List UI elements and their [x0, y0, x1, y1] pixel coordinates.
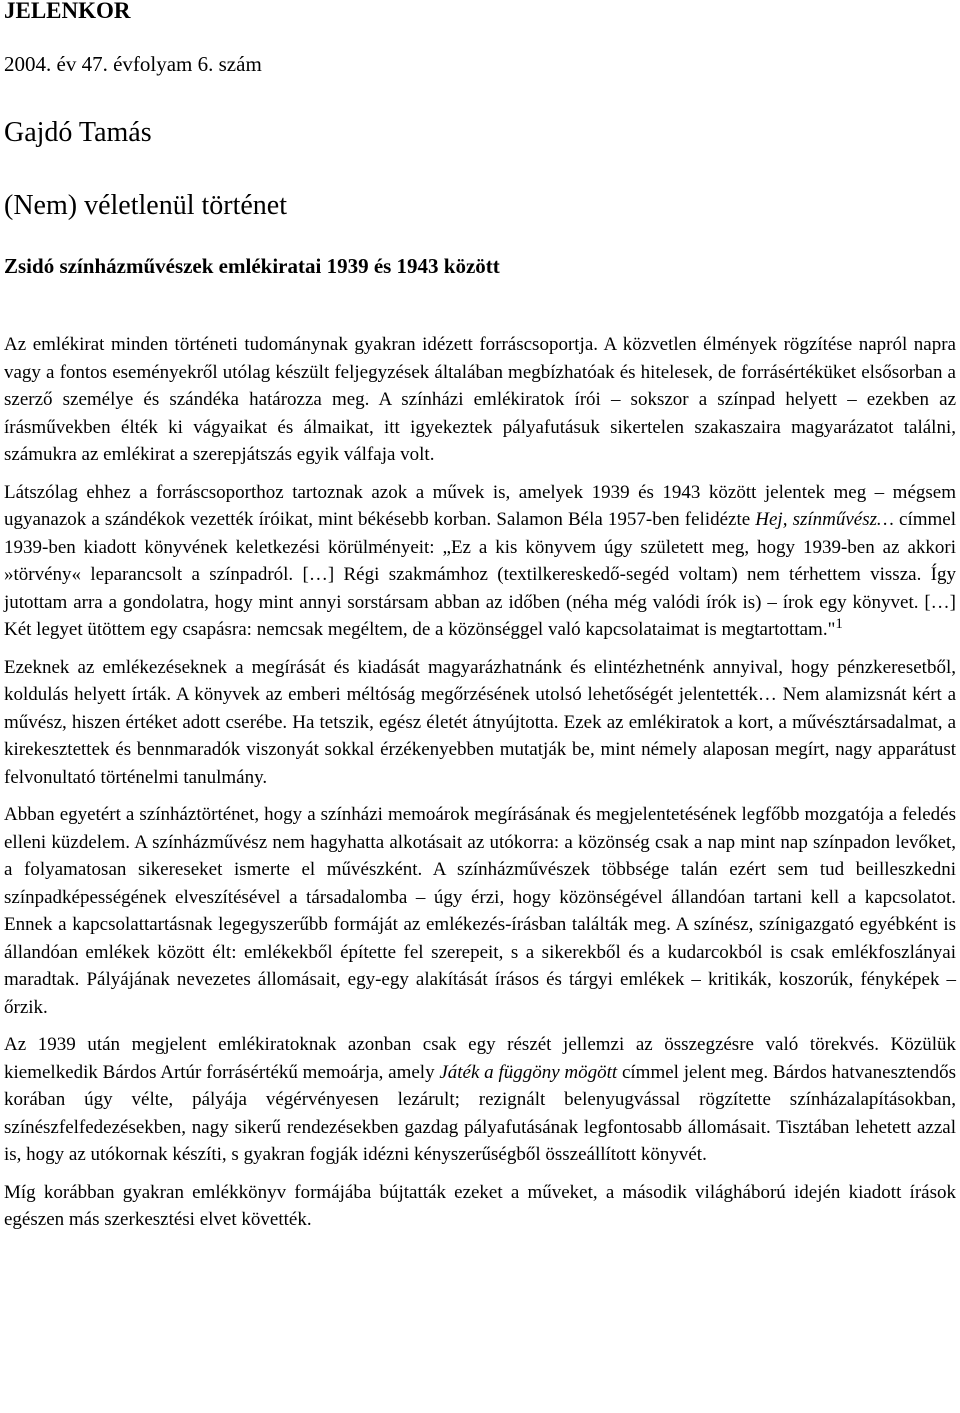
paragraph-5-text-a: Az 1939 után megjelent emlékiratoknak azonban csak egy részét jellemzi az összegzésre való törekvés. Közülük kiemelkedik Bárdos Artúr forrásértékű memoárja, amely	[4, 1034, 956, 1083]
paragraph-2-text-b: címmel 1939-ben kiadott könyvének keletkezési körülményeit: „Ez a kis könyvem úgy született meg, hogy 1939-ben az akkori »törvény« leparancsolt a színpadról. […] Régi szakmámhoz (textilkereskedő-segéd voltam) nem térhettem vissza. Így jutottam arra a gondolatra, hogy mint annyi sorstársam abban az időben (néha még valódi írók is) – írok egy könyvet. […] Két legyet ütöttem egy csapásra: nemcsak megéltem, de a közönséggel való kapcsolataimat is megtartottam."	[4, 509, 956, 640]
paragraph-1: Az emlékirat minden történeti tudománynak gyakran idézett forráscsoportja. A közvetlen élmények rögzítése napról napra vagy a fontos eseményekről utólag készült feljegyzések általában megbízhatóak és hitelesek, de forrásértéküket elsősorban a szerző személye és szándéka határozza meg. A színházi emlékiratok írói – sokszor a színpad helyett – ezekben az írásművekben élték ki vágyaikat és álmaikat, itt igyekeztek pályafutásuk sikertelen szakaszaira magyarázatot találni, számukra az emlékirat a szerepjátszás egyik válfaja volt.	[4, 334, 956, 465]
paragraph-4: Abban egyetért a színháztörténet, hogy a színházi memoárok megírásának és megjelentetésének legfőbb mozgatója a feledés elleni küzdelem. A színházművész nem hagyhatta alkotásait az utókorra: a közönség csak a nap mint nap színpadon levőket, a folyamatosan sikereseket ismerte el művészként. A színházművészek többsége talán ezért sem tud beilleszkedni színpadképességének elveszítésével a társadalomba – úgy érzi, hogy közönségével állandóan tartani kell a kapcsolatot. Ennek a kapcsolattartásnak legegyszerűbb formáját az emlékezés-írásban találták meg. A színész, színigazgató egyébként is állandóan emlékek között élt: emlékekből építette fel szerepeit, s a sikerekből és a kudarcokból is csak emlékfoszlányai maradtak. Pályájának nevezetes állomásait, egy-egy alakítását írásos és tárgyi emlékek – kritikák, koszorúk, fényképek – őrzik.	[4, 804, 956, 1018]
paragraph-6: Míg korábban gyakran emlékkönyv formájába bújtatták ezeket a műveket, a második világháború idején kiadott írások egészen más szerkesztési elvet követték.	[4, 1181, 956, 1230]
journal-name: JELENKOR	[4, 0, 131, 23]
paragraph-2	[4, 479, 956, 644]
paragraph-5	[4, 1031, 956, 1169]
issue-info: 2004. év 47. évfolyam 6. szám	[4, 52, 262, 76]
book-title-jatek: Játék a függöny mögött	[439, 1061, 618, 1083]
book-title-hej-szinmuvesz: Hej, színművész…	[755, 509, 894, 530]
paragraph-5-text-b: címmel jelent meg. Bárdos hatvanesztendős korában úgy vélte, pályája végérvényesen lezárult; rezignált belenyugvással rögzítette színházalapításokban, színészfelfedezésekben, nagy sikerű rendezésekben gazdag pályafutásának legfontosabb állomásait. Tisztában lehetett azzal is, hogy az utókornak készíti, s gyakran fogják idézni kényszerűségből összeállított könyvét.	[4, 1061, 956, 1165]
paragraph-2-text-a: Látszólag ehhez a forráscsoporthoz tartoznak azok a művek is, amelyek 1939 és 1943 között jelentek meg – mégsem ugyanazok a szándékok vezették íróikat, mint békésebb korban. Salamon Béla 1957-ben felidézte	[4, 481, 956, 530]
author-name: Gajdó Tamás	[4, 117, 152, 148]
article-title: (Nem) véletlenül történet	[4, 190, 287, 221]
paragraph-3: Ezeknek az emlékezéseknek a megírását és kiadását magyarázhatnánk és elintézhetnénk annyival, hogy pénzkeresetből, koldulás helyett írták. A könyvek az emberi méltóság megőrzésének utolsó lehetőségét jelentették… Nem alamizsnát kért a művész, hiszen értéket adott cserébe. Ha tetszik, egész életét átnyújtotta. Ezek az emlékiratok a kort, a művésztársadalmat, a kirekesztettek és bennmaradók viszonyát sokkal érzékenyebben mutatják be, mint némely alaposan megírt, nagy apparátust felvonultató történelmi tanulmány.	[4, 656, 956, 788]
footnote-marker: 1	[835, 616, 843, 632]
article-body	[4, 331, 956, 1244]
article-subtitle: Zsidó színházművészek emlékiratai 1939 és 1943 között	[4, 254, 500, 278]
